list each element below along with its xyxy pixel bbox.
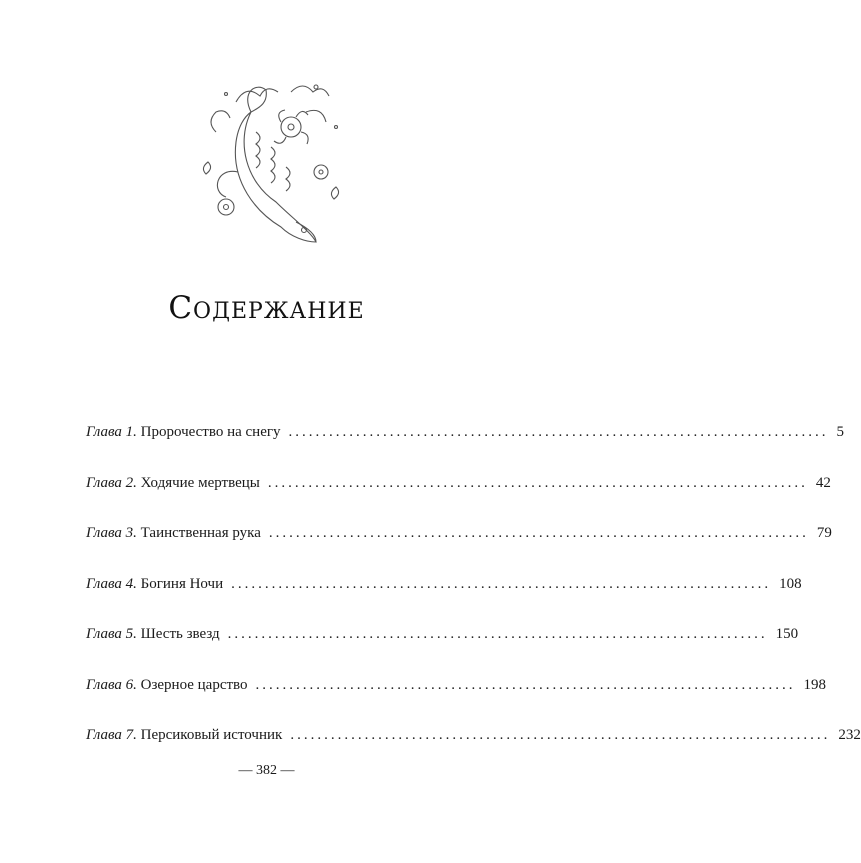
leader-dots: ................................................................................ <box>231 575 772 592</box>
page-ref: 198 <box>803 676 827 693</box>
chapter-title: Таинственная рука <box>140 525 261 541</box>
toc-entry <box>86 525 832 576</box>
koi-fish-icon <box>196 72 352 252</box>
page-ref: 108 <box>779 575 802 592</box>
chapter-number: Глава 3. <box>86 525 137 541</box>
chapter-title: Пророчество на снегу <box>140 424 281 440</box>
chapter-title: Богиня Ночи <box>140 575 224 592</box>
toc-entry-label <box>86 576 223 593</box>
toc-entry <box>86 676 827 728</box>
chapter-title: Шесть звезд <box>140 626 220 642</box>
chapter-number: Глава 5. <box>86 626 137 642</box>
toc-entry-label <box>86 727 282 744</box>
chapter-number: Глава 1. <box>86 424 137 440</box>
toc-entry-label <box>86 424 281 441</box>
chapter-title: Озерное царство <box>140 676 248 693</box>
chapter-title: Персиковый источник <box>140 727 283 743</box>
page-ref: 42 <box>815 474 831 491</box>
page-ref: 5 <box>836 424 845 440</box>
page-ref: 232 <box>838 727 861 743</box>
page-number: — 382 — <box>238 763 295 778</box>
chapter-number: Глава 4. <box>86 575 137 592</box>
leader-dots: ................................................................................ <box>267 474 808 491</box>
toc-entry-label <box>86 475 260 492</box>
chapter-number: Глава 2. <box>86 474 137 491</box>
leader-dots: ................................................................................ <box>290 727 831 743</box>
toc-entry <box>86 575 802 627</box>
leader-dots: ................................................................................ <box>268 525 809 541</box>
chapter-title: Ходячие мертвецы <box>140 474 260 491</box>
toc-entry <box>86 424 845 475</box>
toc-entry-label <box>86 626 220 643</box>
page-title: Содержание <box>168 290 365 326</box>
page-ref: 150 <box>775 626 799 642</box>
leader-dots: ................................................................................ <box>227 626 768 642</box>
leader-dots: ................................................................................ <box>255 676 796 693</box>
toc-entry-label <box>86 525 261 542</box>
toc-entry <box>86 474 831 526</box>
toc-entry <box>86 626 799 677</box>
chapter-number: Глава 6. <box>86 676 137 693</box>
chapter-number: Глава 7. <box>86 727 137 743</box>
page-ref: 79 <box>816 525 832 541</box>
leader-dots: ................................................................................ <box>288 424 829 440</box>
table-of-contents <box>86 424 861 778</box>
toc-entry-label <box>86 677 248 694</box>
